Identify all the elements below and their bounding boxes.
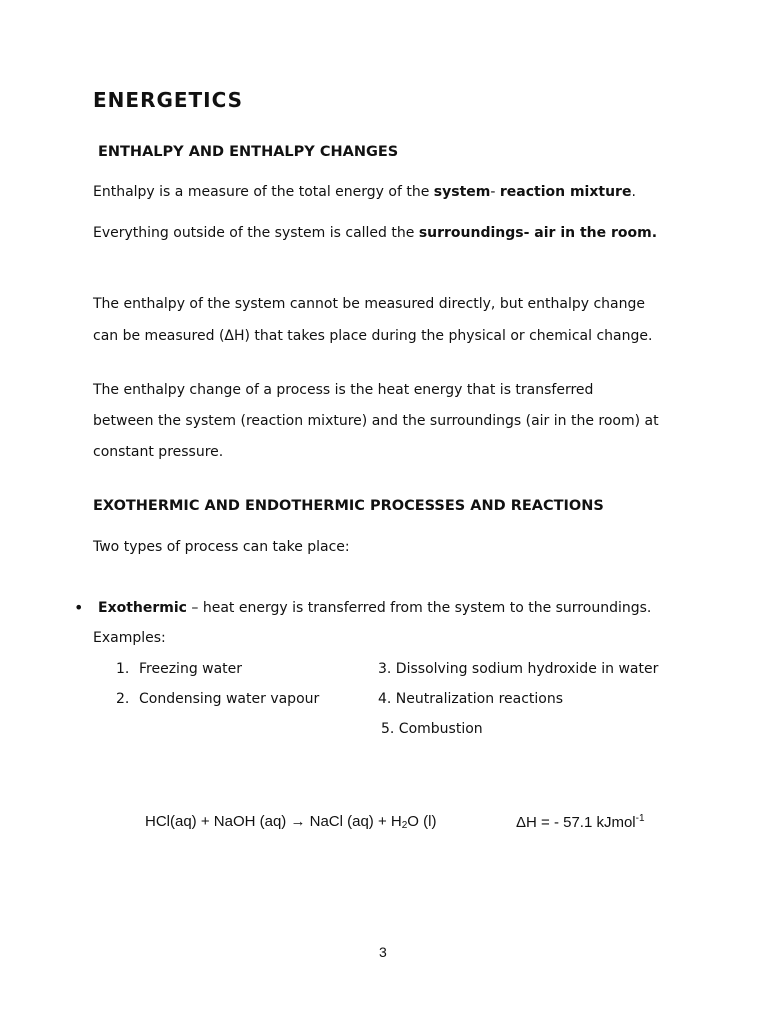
- page-number: 3: [379, 944, 387, 960]
- paragraph-line: can be measured (ΔH) that takes place during the physical or chemical change.: [93, 328, 653, 344]
- chemical-equation: [145, 813, 436, 831]
- example-item: 3. Dissolving sodium hydroxide in water: [378, 661, 659, 677]
- example-item: 4. Neutralization reactions: [378, 691, 564, 707]
- text-span: .: [631, 184, 636, 200]
- example-number: 2.: [116, 691, 130, 707]
- example-number: 1.: [116, 661, 130, 677]
- example-item: Freezing water: [139, 661, 243, 677]
- term-system: system: [433, 184, 491, 200]
- enthalpy-change-value: [516, 813, 645, 831]
- paragraph-line: The enthalpy change of a process is the heat energy that is transferred: [93, 382, 594, 398]
- example-item: 5. Combustion: [381, 721, 483, 737]
- paragraph-surroundings-definition: [93, 225, 657, 241]
- text-span: -: [490, 184, 500, 200]
- subscript: 2: [401, 820, 408, 831]
- section-heading-exothermic-endothermic: EXOTHERMIC AND ENDOTHERMIC PROCESSES AND REACTIONS: [93, 498, 604, 514]
- section-heading-enthalpy: ENTHALPY AND ENTHALPY CHANGES: [98, 144, 399, 160]
- intro-text: Two types of process can take place:: [93, 539, 350, 555]
- equation-text: HCl(aq) + NaOH (aq) → NaCl (aq) + H: [145, 813, 402, 830]
- term-reaction-mixture: reaction mixture: [499, 184, 632, 200]
- equation-text: ΔH = - 57.1 kJmol: [516, 814, 636, 831]
- equation-text: O (l): [407, 813, 437, 830]
- term-exothermic: Exothermic: [98, 600, 187, 616]
- paragraph-line: constant pressure.: [93, 444, 224, 460]
- paragraph-line: The enthalpy of the system cannot be measured directly, but enthalpy change: [93, 296, 645, 312]
- exothermic-definition: [98, 600, 651, 616]
- text-span: Enthalpy is a measure of the total energy of the: [93, 184, 434, 200]
- paragraph-line: between the system (reaction mixture) and the surroundings (air in the room) at: [93, 413, 659, 429]
- paragraph-enthalpy-definition: [93, 184, 636, 200]
- superscript: -1: [635, 813, 645, 824]
- examples-label: Examples:: [93, 630, 166, 646]
- text-span: Everything outside of the system is called the: [93, 225, 419, 241]
- text-span: – heat energy is transferred from the system to the surroundings.: [186, 600, 652, 616]
- term-surroundings: surroundings- air in the room.: [418, 225, 658, 241]
- bullet-point: •: [74, 598, 84, 617]
- example-item: Condensing water vapour: [139, 691, 320, 707]
- page-title: ENERGETICS: [93, 88, 244, 112]
